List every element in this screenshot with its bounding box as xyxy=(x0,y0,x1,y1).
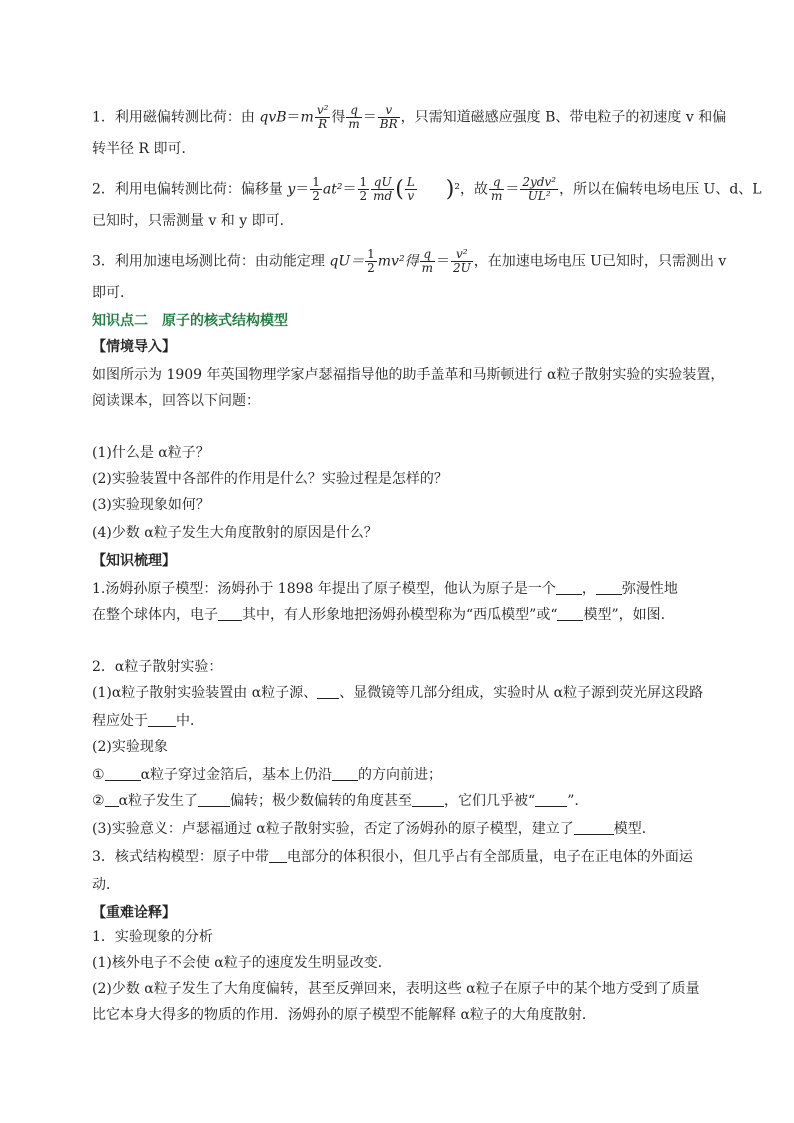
text: 其中，有人形象地把汤姆孙模型称为“西瓜模型”或“ xyxy=(242,607,558,623)
d1-2-line2: 比它本身大得多的物质的作用．汤姆孙的原子模型不能解释 α粒子的大角度散射． xyxy=(92,1007,596,1023)
intro-line1: 如图所示为 1909 年英国物理学家卢瑟福指导他的助手盖革和马斯顿进行 α粒子散射实验的实验装置， xyxy=(92,367,725,383)
fraction xyxy=(405,176,417,203)
text: 、显微镜等几部分组成，实验时从 α粒子源到荧光屏这段路 xyxy=(339,685,704,701)
denominator: md xyxy=(373,189,393,203)
question-1: (1)什么是 α粒子？ xyxy=(92,445,210,461)
fill-blank[interactable] xyxy=(105,766,141,781)
numerator: q xyxy=(420,248,435,262)
text: (1)α粒子散射实验装置由 α粒子源、 xyxy=(92,685,318,701)
text: 在整个球体内，电子 xyxy=(92,607,218,623)
text: 中． xyxy=(176,713,204,729)
fill-blank[interactable] xyxy=(412,792,444,807)
fill-blank[interactable] xyxy=(317,684,339,699)
d1-title: 1．实验现象的分析 xyxy=(92,929,213,945)
text: ＝ xyxy=(435,253,450,270)
k2-1-line1 xyxy=(92,684,703,702)
formula: qU＝ xyxy=(329,253,365,270)
text: ＝ xyxy=(362,109,377,126)
denominator: R xyxy=(318,117,328,131)
numerator: 1 xyxy=(312,175,320,189)
text: ，所以在偏转电场电压 U、d、L xyxy=(559,181,762,198)
denominator: 2U xyxy=(452,261,471,275)
fill-blank[interactable] xyxy=(332,766,358,781)
fraction xyxy=(378,104,400,131)
text: ② xyxy=(92,793,105,809)
formula: mv²得 xyxy=(377,253,419,270)
difficulty-label: 【重难诠释】 xyxy=(92,905,176,921)
section-heading: 知识点二 原子的核式结构模型 xyxy=(92,313,288,329)
item3-line2: 即可． xyxy=(92,285,134,301)
text: α粒子穿过金箔后，基本上仍沿 xyxy=(140,767,333,783)
item1-line2: 转半径 R 即可． xyxy=(92,141,196,157)
text: ＝ xyxy=(505,181,520,198)
fill-blank[interactable] xyxy=(574,820,614,835)
text: 偏转；极少数偏转的角度甚至 xyxy=(230,793,413,809)
text: 程应处于 xyxy=(92,713,148,729)
left-paren: ( xyxy=(395,176,404,202)
fill-blank[interactable] xyxy=(596,580,622,595)
text: 2．利用电偏转测比荷：偏移量 xyxy=(92,181,288,198)
fraction xyxy=(489,176,504,203)
d1-2-line1: (2)少数 α粒子发生了大角度偏转，甚至反弹回来，表明这些 α粒子在原子中的某个地方受到了质量 xyxy=(92,981,700,997)
k2-title: 2．α粒子散射实验： xyxy=(92,659,223,675)
fill-blank[interactable] xyxy=(557,606,583,621)
numerator: 1 xyxy=(359,175,368,189)
text: 电部分的体积很小，但几乎占有全部质量，电子在正电体的外面运 xyxy=(286,849,693,865)
denominator: BR xyxy=(379,117,398,131)
denominator: v xyxy=(407,189,415,203)
formula: y xyxy=(287,181,296,198)
k2-3-line xyxy=(92,820,656,838)
fraction xyxy=(520,176,558,203)
fraction xyxy=(420,248,435,275)
text: ＝ xyxy=(295,181,310,198)
k1-line1 xyxy=(92,580,678,598)
text: ²，故 xyxy=(454,181,488,198)
numerator: L xyxy=(406,175,415,189)
k3-line2: 动． xyxy=(92,877,120,893)
item2-line1 xyxy=(92,176,762,203)
text: 的方向前进； xyxy=(358,767,443,783)
text: ＝ xyxy=(342,181,357,198)
fill-blank[interactable] xyxy=(105,792,119,807)
numerator: v xyxy=(378,104,400,118)
question-2: (2)实验装置中各部件的作用是什么？实验过程是怎样的？ xyxy=(92,471,448,487)
text: ， xyxy=(581,581,596,597)
text: 1．利用磁偏转测比荷：由 xyxy=(92,109,260,126)
text: 模型”，如图. xyxy=(583,607,666,623)
fraction xyxy=(371,176,394,203)
denominator: UL² xyxy=(527,189,551,203)
fraction xyxy=(451,248,473,275)
fill-blank[interactable] xyxy=(535,792,567,807)
numerator: qU xyxy=(371,176,394,190)
fraction xyxy=(346,104,361,131)
fill-blank[interactable] xyxy=(269,848,287,863)
text: ”. xyxy=(567,793,579,809)
item1-line1 xyxy=(92,104,726,131)
k2-2-line-b xyxy=(92,792,579,810)
text: 模型． xyxy=(613,821,656,837)
k1-line2 xyxy=(92,606,665,624)
fill-blank[interactable] xyxy=(218,606,242,621)
k2-2-line-a xyxy=(92,766,442,784)
formula: qvB xyxy=(259,109,287,126)
fill-blank[interactable] xyxy=(198,792,230,807)
fraction xyxy=(358,176,370,203)
fraction xyxy=(315,104,331,131)
numerator: q xyxy=(346,104,361,118)
text: ＝ xyxy=(286,109,301,126)
text: 得 xyxy=(331,109,346,126)
k2-2-title: (2)实验现象 xyxy=(92,739,168,755)
text: ，在加速电场电压 U已知时，只需测出 v xyxy=(473,253,727,270)
fill-blank[interactable] xyxy=(148,712,176,727)
text: α粒子发生了 xyxy=(118,793,199,809)
denominator: 2 xyxy=(359,189,368,203)
numerator: 2ydv² xyxy=(522,175,557,189)
review-label: 【知识梳理】 xyxy=(92,553,176,569)
text: ，只需知道磁感应强度 B、带电粒子的初速度 v 和偏 xyxy=(400,109,727,126)
d1-1: (1)核外电子不会使 α粒子的速度发生明显改变． xyxy=(92,955,392,971)
question-3: (3)实验现象如何？ xyxy=(92,497,210,513)
denominator: m xyxy=(421,261,433,275)
fraction xyxy=(365,248,377,275)
right-paren: ) xyxy=(445,176,455,202)
text: 3．核式结构模型：原子中带 xyxy=(92,849,269,865)
k2-1-line2 xyxy=(92,712,204,730)
intro-label: 【情境导入】 xyxy=(92,339,176,355)
k3-line1 xyxy=(92,848,693,866)
text: ① xyxy=(92,767,105,783)
numerator: v² xyxy=(451,248,473,262)
denominator: 2 xyxy=(367,261,375,275)
question-4: (4)少数 α粒子发生大角度散射的原因是什么？ xyxy=(92,525,378,541)
formula: m xyxy=(300,109,314,126)
numerator: q xyxy=(489,176,504,190)
text: (3)实验意义：卢瑟福通过 α粒子散射实验，否定了汤姆孙的原子模型，建立了 xyxy=(92,821,574,837)
item2-line2: 已知时，只需测量 v 和 y 即可． xyxy=(92,213,294,229)
formula: at² xyxy=(322,181,343,198)
intro-line2: 阅读课本，回答以下问题： xyxy=(92,393,260,409)
denominator: 2 xyxy=(312,189,320,203)
text: ，它们几乎被“ xyxy=(444,793,536,809)
item3-line1 xyxy=(92,248,726,275)
numerator: v² xyxy=(316,103,329,117)
fraction xyxy=(310,176,322,203)
text: 弥漫性地 xyxy=(621,581,678,597)
denominator: m xyxy=(491,189,503,203)
numerator: 1 xyxy=(367,247,375,261)
denominator: m xyxy=(348,117,360,131)
fill-blank[interactable] xyxy=(556,580,582,595)
text: 1.汤姆孙原子模型：汤姆孙于 1898 年提出了原子模型，他认为原子是一个 xyxy=(92,581,556,597)
text: 3．利用加速电场测比荷：由动能定理 xyxy=(92,253,330,270)
